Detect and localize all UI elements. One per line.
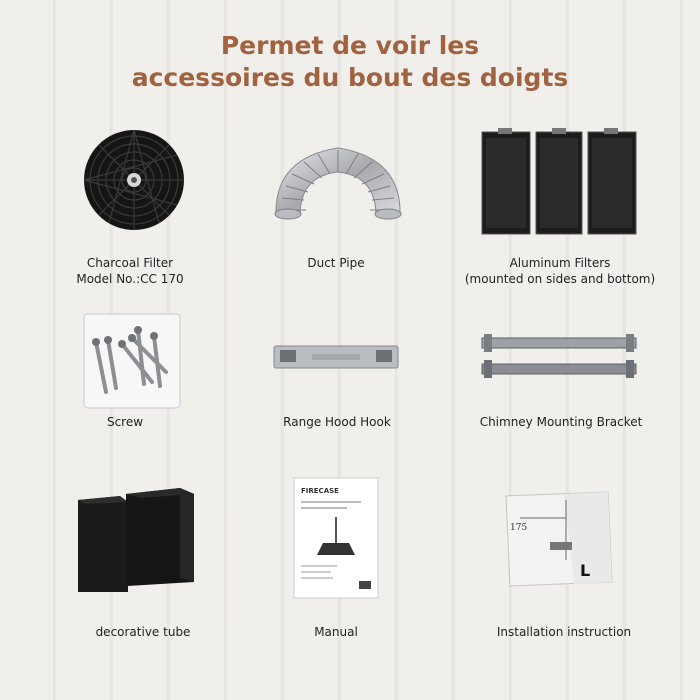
charcoal-filter-icon [82, 128, 186, 232]
installation-instruction-label: Installation instruction [496, 625, 632, 639]
title-line-2: accessoires du bout des doigts [131, 63, 569, 92]
aluminum-filters-image [480, 128, 638, 238]
aluminum-filters-icon [480, 128, 638, 238]
chimney-bracket-image [478, 334, 640, 380]
manual-brand: FIRECASE [301, 487, 339, 495]
duct-pipe-image [268, 140, 408, 220]
installation-instruction-icon [504, 490, 614, 590]
charcoal-filter-label: Charcoal Filter Model No.:CC 170 [76, 256, 184, 286]
screw-label: Screw [106, 415, 144, 429]
manual-image [293, 477, 379, 599]
title-line-1: Permet de voir les [220, 31, 480, 60]
manual-icon [293, 477, 379, 599]
installation-instruction-image [504, 490, 614, 590]
instruction-number: 175 [510, 523, 528, 533]
chimney-bracket-icon [478, 334, 640, 380]
decorative-tube-image [74, 486, 196, 596]
screw-image [82, 312, 182, 410]
aluminum-filters-label: Aluminum Filters (mounted on sides and bottom) [464, 256, 656, 286]
page-title [0, 30, 700, 94]
decorative-tube-label: decorative tube [95, 625, 191, 639]
range-hood-hook-image [272, 342, 400, 372]
chimney-bracket-label: Chimney Mounting Bracket [479, 415, 643, 429]
duct-pipe-icon [268, 140, 408, 220]
screw-icon [82, 312, 182, 410]
duct-pipe-label: Duct Pipe [307, 256, 365, 270]
range-hood-hook-label: Range Hood Hook [283, 415, 391, 429]
manual-label: Manual [314, 625, 358, 639]
decorative-tube-icon [74, 486, 196, 596]
instruction-letter: L [580, 561, 591, 580]
range-hood-hook-icon [272, 342, 400, 372]
charcoal-filter-image [82, 128, 186, 232]
